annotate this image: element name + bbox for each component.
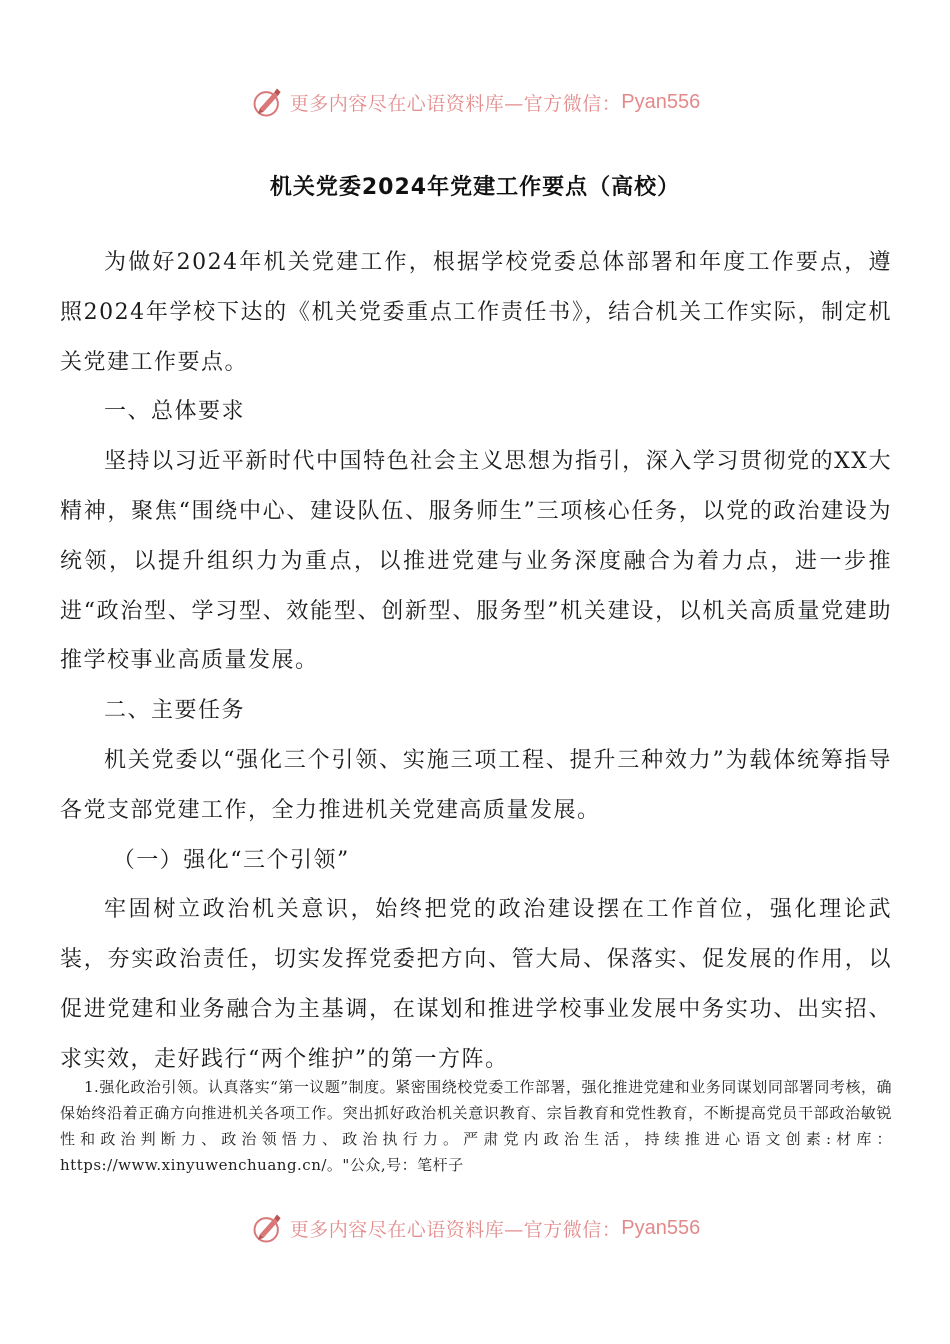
overall-requirements-paragraph: 坚持以习近平新时代中国特色社会主义思想为指引，深入学习贯彻党的XX大精神，聚焦“围绕中心、建设队伍、服务师生”三项核心任务，以党的政治建设为统领，以提升组织力为重点，以推进党建与业务深度融合为着力点，进一步推进“政治型、学习型、效能型、创新型、服务型”机关建设，以机关高质量党建助推学校事业高质量发展。: [60, 449, 892, 674]
banner-wechat-id: Pyan556: [621, 90, 701, 113]
three-leads-paragraph: 牢固树立政治机关意识，始终把党的政治建设摆在工作首位，强化理论武装，夯实政治责任，切实发挥党委把方向、管大局、保落实、促发展的作用，以促进党建和业务融合为主基调，在谋划和推进学校事业发展中务实功、出实招、求实效，走好践行“两个维护”的第一方阵。: [60, 897, 892, 1072]
intro-paragraph: 为做好2024年机关党建工作，根据学校党委总体部署和年度工作要点，遵照2024年学校下达的《机关党委重点工作责任书》，结合机关工作实际，制定机关党建工作要点。: [60, 250, 892, 375]
main-tasks-paragraph: 机关党委以“强化三个引领、实施三项工程、提升三种效力”为载体统筹指导各党支部党建工作，全力推进机关党建高质量发展。: [60, 747, 892, 823]
footnote-paragraph: 1.强化政治引领。认真落实“第一议题”制度。紧密围绕校党委工作部署，强化推进党建和业务同谋划同部署同考核，确保始终沿着正确方向推进机关各项工作。突出抓好政治机关意识教育、宗旨教育和党性教育，不断提高党员干部政治敏锐性和政治判断力、政治领悟力、政治执行力。严肃党内政治生活，持续推进心语文创素:材库：https://www.xinyuwenchuang.cn/。"公众,号：笔杆子: [60, 1078, 892, 1174]
banner-wechat-id: Pyan556: [621, 1216, 701, 1239]
banner-text: 更多内容尽在心语资料库—官方微信：: [289, 92, 622, 115]
document-body: [60, 238, 892, 1085]
pen-logo-icon: [250, 84, 286, 120]
section-heading-overall: 一、总体要求: [104, 399, 246, 425]
header-watermark-banner: [0, 82, 950, 122]
footnote-block: [60, 1074, 892, 1178]
pen-logo-icon: [250, 1210, 286, 1246]
banner-text: 更多内容尽在心语资料库—官方微信：: [289, 1218, 622, 1241]
document-title: 机关党委2024年党建工作要点（高校）: [269, 175, 681, 200]
footer-watermark-banner: [0, 1208, 950, 1248]
section-heading-main-tasks: 二、主要任务: [104, 698, 246, 724]
subsection-heading-three-leads: （一）强化“三个引领”: [112, 847, 350, 873]
